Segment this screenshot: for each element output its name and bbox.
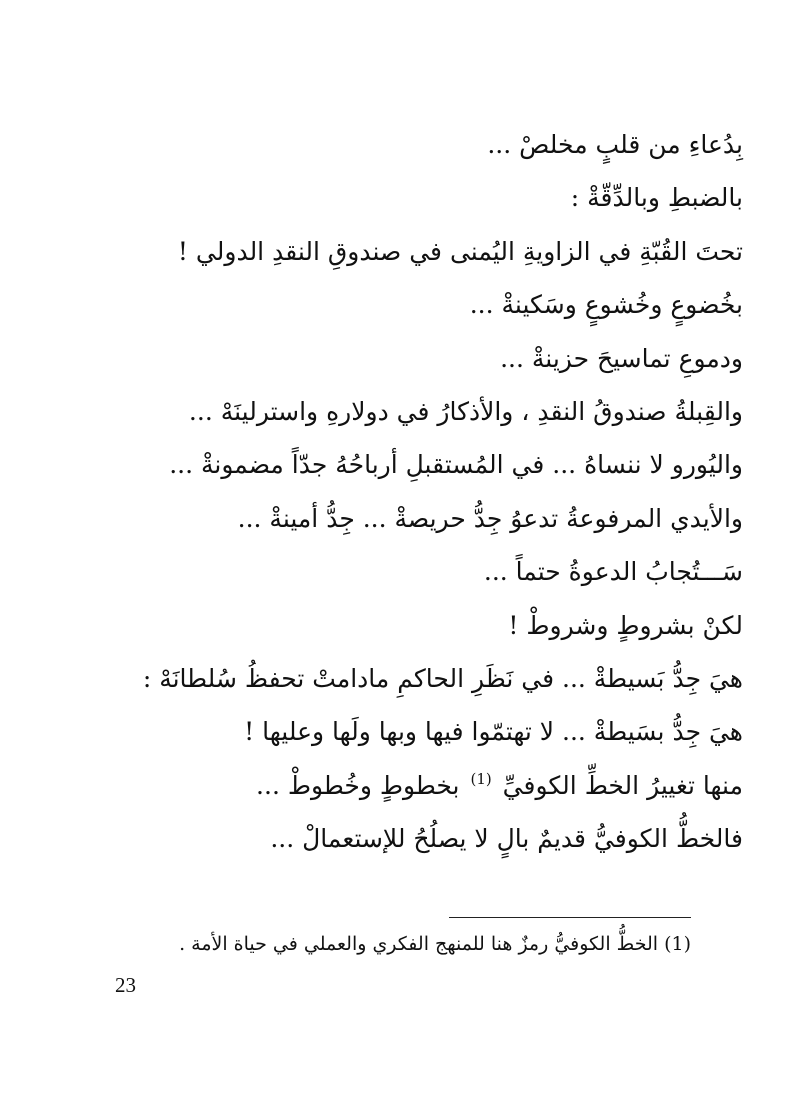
poem-line: ودموعِ تماسيحَ حزينةْ ... (500, 343, 743, 373)
poem-body (83, 118, 743, 865)
footnote-reference: (1) (470, 770, 492, 789)
poem-line: هيَ جِدُّ بَسيطةْ ... في نَظَرِ الحاكمِ مادامتْ تحفظُ سُلطانَهْ : (142, 663, 743, 693)
poem-line: هيَ جِدُّ بسَيطةْ ... لا تهتمّوا فيها وبها ولَها وعليها ! (244, 717, 743, 747)
footnote-divider (449, 917, 691, 918)
poem-line: والأيدي المرفوعةُ تدعوُ جِدُّ حريصةْ ... جِدُّ أمينةْ ... (237, 503, 743, 533)
poem-line: واليُورو لا ننساهُ ... في المُستقبلِ أرباحُهُ جدّاً مضمونةْ ... (169, 450, 743, 480)
poem-line: بخُضوعٍ وخُشوعٍ وسَكينةْ ... (469, 290, 743, 320)
poem-line: بِدُعاءِ من قلبٍ مخلصْ ... (487, 130, 743, 159)
poem-line: بالضبطِ وبالدِّقّةْ : (570, 183, 743, 213)
page-number: 23 (115, 973, 136, 997)
footnote-text: (1) الخطُّ الكوفيُّ رمزٌ هنا للمنهج الفكري والعملي في حياة الأمة . (179, 933, 691, 955)
poem-line: لكنْ بشروطٍ وشروطْ ! (508, 610, 743, 640)
poem-line: فالخطُّ الكوفيُّ قديمٌ بالٍ لا يصلُحُ للإستعمالْ ... (270, 824, 743, 854)
poem-line-part: بخطوطٍ وخُطوطْ ... (256, 770, 460, 800)
poem-line-part: منها تغييرُ الخطِّ الكوفيِّ (502, 770, 743, 800)
poem-line: والقِبلةُ صندوقُ النقدِ ، والأذكارُ في دولارهِ واسترلينَهْ ... (188, 396, 743, 426)
poem-line-with-footnote (83, 759, 743, 812)
poem-line: سَـــتُجابُ الدعوةُ حتماً ... (483, 557, 743, 587)
poem-line: تحتَ القُبّةِ في الزاويةِ اليُمنى في صندوقِ النقدِ الدولي ! (177, 236, 743, 266)
